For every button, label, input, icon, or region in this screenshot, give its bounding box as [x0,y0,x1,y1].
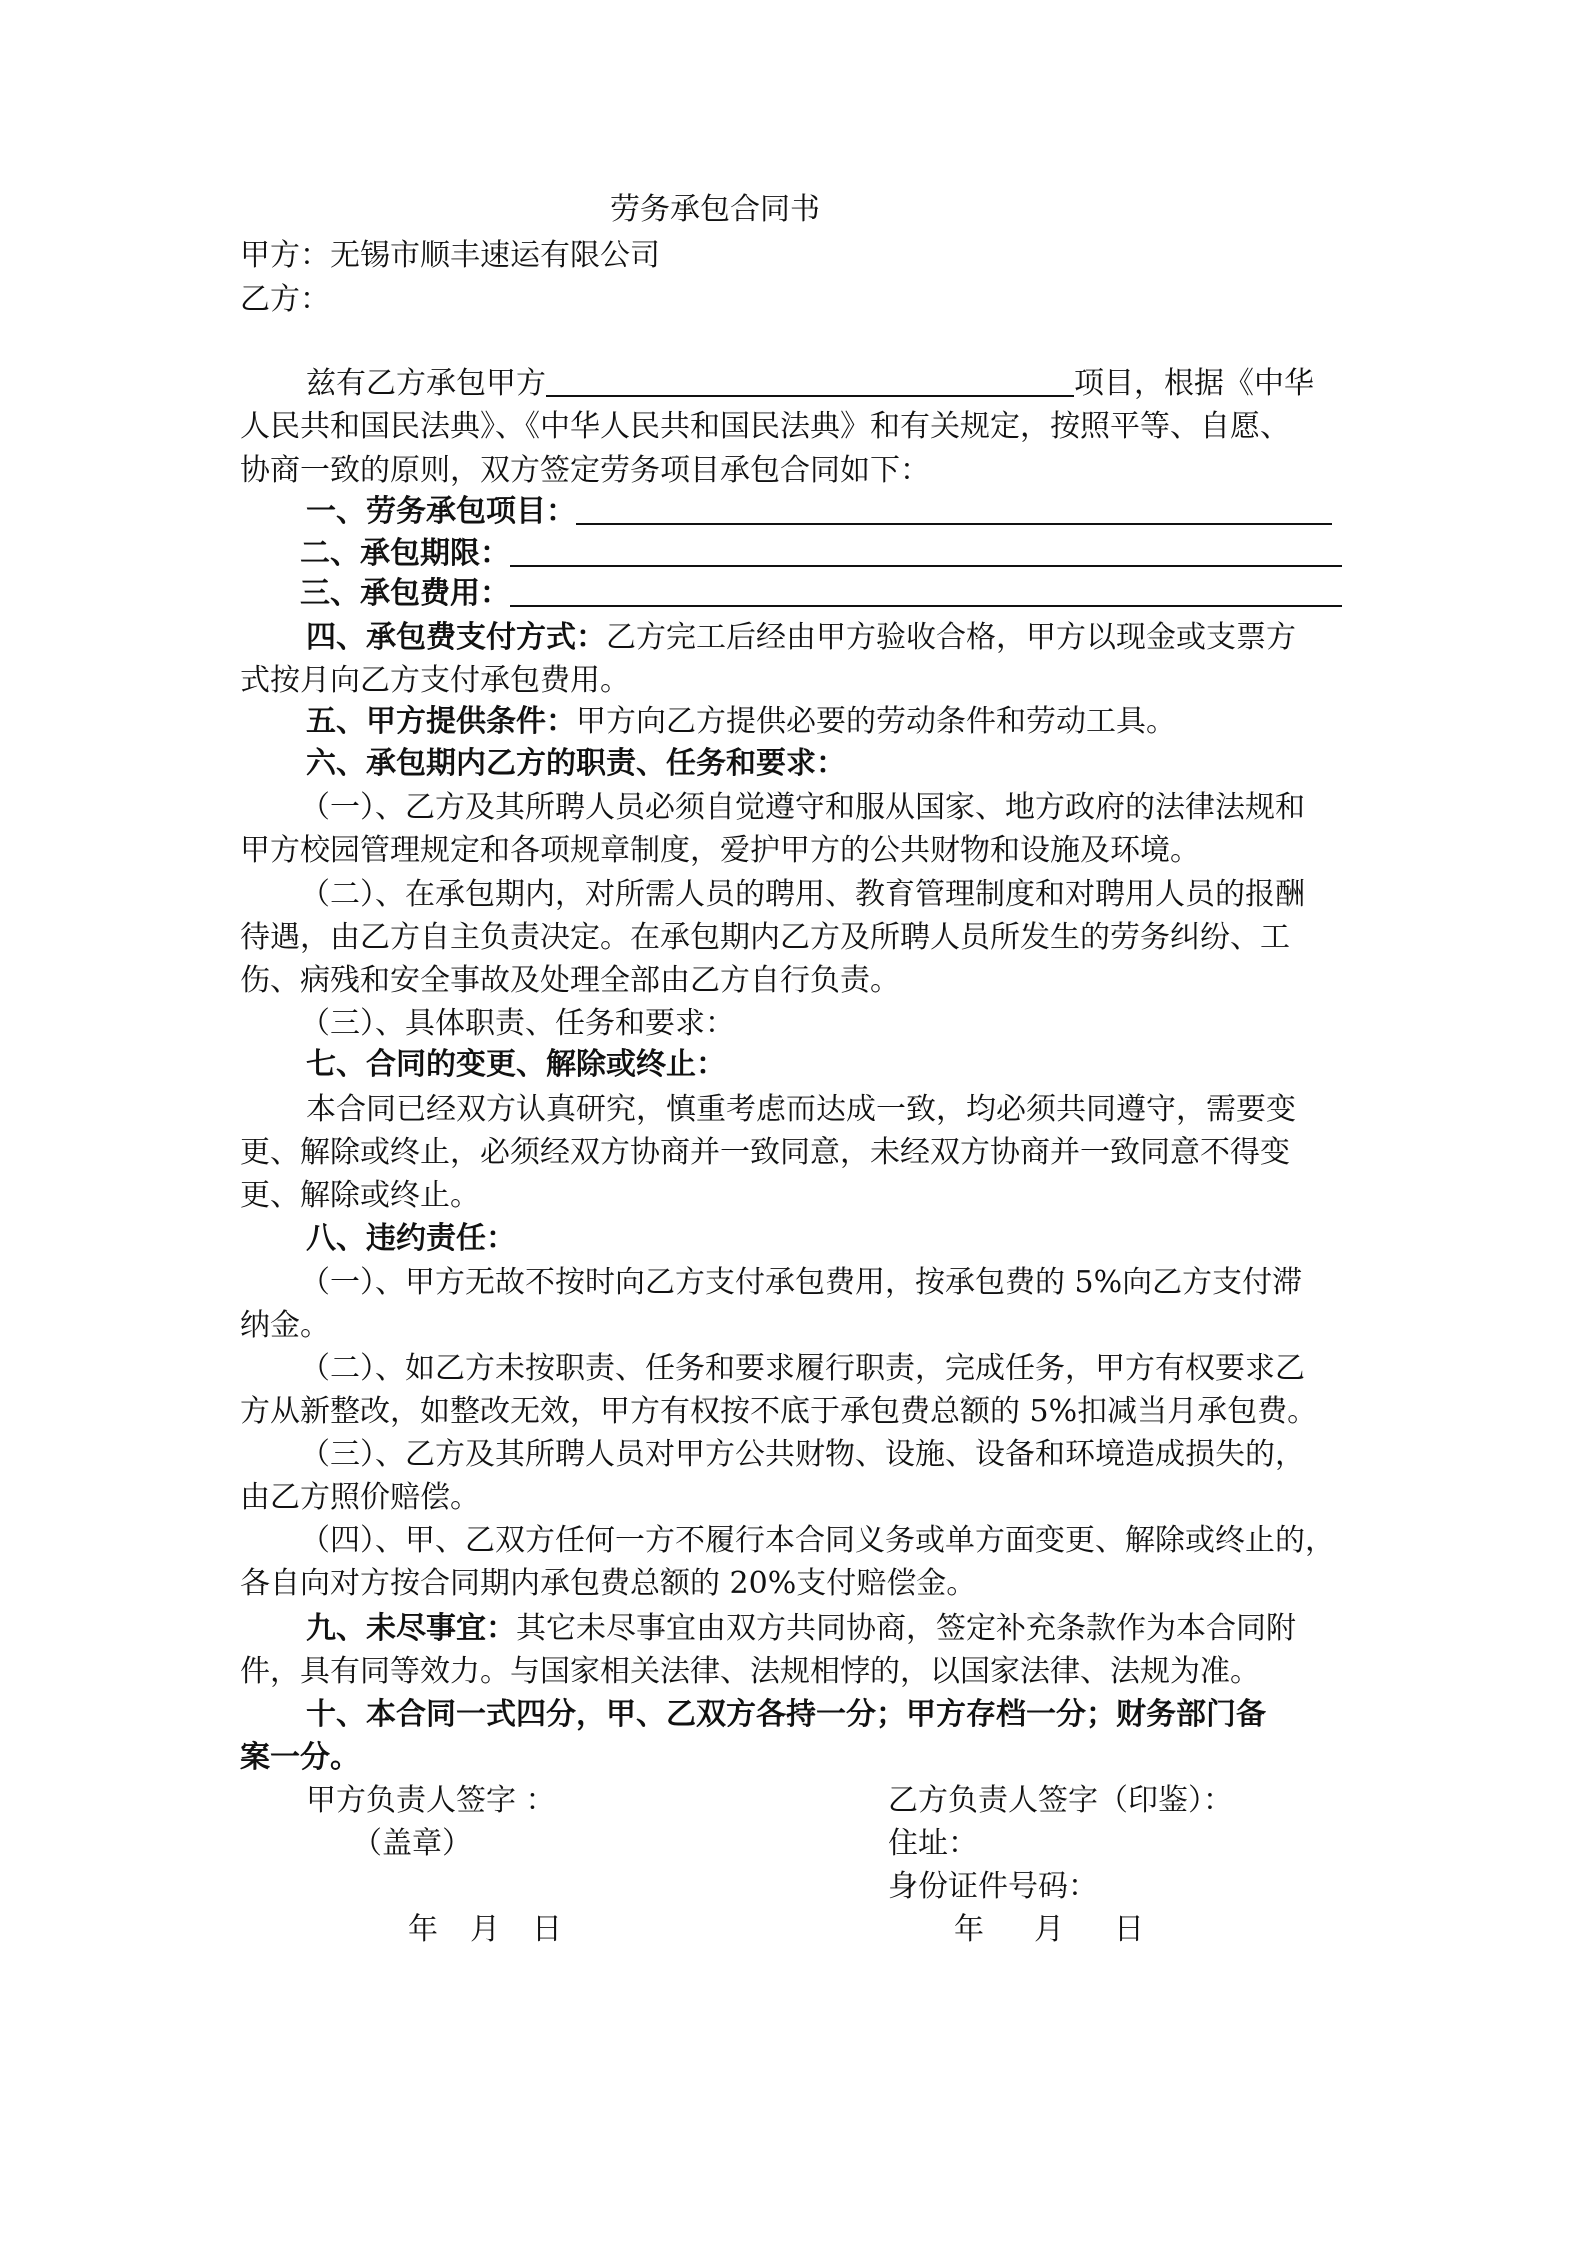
party-a-signature: 甲方负责人签字 ： [306,1783,556,1818]
year-label: 年 [954,1912,984,1947]
section-7-line-3: 更、解除或终止。 [240,1178,480,1213]
project-blank[interactable] [546,365,1074,397]
section-4-line-2: 式按月向乙方支付承包费用。 [240,663,630,698]
section-8-label: 八、违约责任： [306,1221,516,1256]
section-6-1-line-2: 甲方校园管理规定和各项规章制度，爱护甲方的公共财物和设施及环境。 [240,833,1200,868]
project-item-blank[interactable] [576,493,1332,525]
party-a-date [408,1910,562,1950]
section-9-line-2: 件，具有同等效力。与国家相关法律、法规相悖的，以国家法律、法规为准。 [240,1654,1260,1689]
section-2-label: 二、承包期限： [300,536,510,571]
party-b: 乙方： [240,282,330,317]
party-b-id-number: 身份证件号码： [888,1869,1098,1904]
section-8-3-line-2: 由乙方照价赔偿。 [240,1480,480,1515]
section-7-line-2: 更、解除或终止，必须经双方协商并一致同意，未经双方协商并一致同意不得变 [240,1135,1290,1170]
section-7-line-1: 本合同已经双方认真研究，慎重考虑而达成一致，均必须共同遵守，需要变 [306,1092,1296,1127]
party-a: 甲方：无锡市顺丰速运有限公司 [240,238,660,273]
section-8-4-line-1: （四）、甲、乙双方任何一方不履行本合同义务或单方面变更、解除或终止的， [300,1523,1335,1558]
section-6-2-line-1: （二）、在承包期内，对所需人员的聘用、教育管理制度和对聘用人员的报酬 [300,877,1305,912]
section-5-label: 五、甲方提供条件： [306,704,576,739]
section-2 [300,534,1420,574]
section-1-label: 一、劳务承包项目： [306,494,576,529]
section-7-label: 七、合同的变更、解除或终止： [306,1047,726,1082]
section-10-line-1: 十、本合同一式四分，甲、乙双方各持一分；甲方存档一分；财务部门备 [306,1697,1266,1732]
day-label: 日 [1114,1912,1144,1947]
section-9-label: 九、未尽事宜： [306,1611,516,1646]
intro-line-3: 协商一致的原则，双方签定劳务项目承包合同如下： [240,453,930,488]
party-b-address: 住址： [888,1826,978,1861]
section-6-1-line-1: （一）、乙方及其所聘人员必须自觉遵守和服从国家、地方政府的法律法规和 [300,790,1305,825]
section-4-label: 四、承包费支付方式： [306,620,606,655]
section-8-3-line-1: （三）、乙方及其所聘人员对甲方公共财物、设施、设备和环境造成损失的， [300,1437,1305,1472]
section-4-line-1 [306,618,1426,658]
section-6-2-line-3: 伤、病残和安全事故及处理全部由乙方自行负责。 [240,963,900,998]
section-3 [300,574,1420,614]
section-8-1-line-1: （一）、甲方无故不按时向乙方支付承包费用，按承包费的 5%向乙方支付滞 [300,1265,1303,1300]
section-8-4-line-2: 各自向对方按合同期内承包费总额的 20%支付赔偿金。 [240,1566,977,1601]
intro-line-2: 人民共和国民法典》、《中华人民共和国民法典》和有关规定，按照平等、自愿、 [240,409,1290,444]
section-6-label: 六、承包期内乙方的职责、任务和要求： [306,746,846,781]
term-blank[interactable] [510,535,1342,567]
section-3-label: 三、承包费用： [300,576,510,611]
year-label: 年 [408,1912,438,1947]
section-1 [306,492,1426,532]
page-title: 劳务承包合同书 [610,192,820,227]
section-5-text: 甲方向乙方提供必要的劳动条件和劳动工具。 [576,704,1176,739]
day-label: 日 [532,1912,562,1947]
section-8-2-line-1: （二）、如乙方未按职责、任务和要求履行职责，完成任务，甲方有权要求乙 [300,1351,1305,1386]
month-label: 月 [470,1912,500,1947]
month-label: 月 [1034,1912,1064,1947]
section-9-text: 其它未尽事宜由双方共同协商，签定补充条款作为本合同附 [516,1611,1296,1646]
section-6-2-line-2: 待遇，由乙方自主负责决定。在承包期内乙方及所聘人员所发生的劳务纠纷、工 [240,920,1290,955]
intro-line-1 [306,364,1366,404]
section-5 [306,702,1426,742]
section-8-2-line-2: 方从新整改，如整改无效，甲方有权按不底于承包费总额的 5%扣减当月承包费。 [240,1394,1318,1429]
section-4-text: 乙方完工后经由甲方验收合格，甲方以现金或支票方 [606,620,1296,655]
party-a-seal: （盖章） [352,1826,472,1861]
section-10-line-2: 案一分。 [240,1740,360,1775]
party-b-date [954,1910,1144,1950]
intro-suffix: 项目，根据《中华 [1074,366,1314,401]
section-9-line-1 [306,1609,1426,1649]
intro-prefix: 兹有乙方承包甲方 [306,366,546,401]
section-6-3: （三）、具体职责、任务和要求： [300,1006,735,1041]
fee-blank[interactable] [510,575,1342,607]
party-b-signature: 乙方负责人签字（印鉴）： [888,1783,1233,1818]
section-8-1-line-2: 纳金。 [240,1308,330,1343]
